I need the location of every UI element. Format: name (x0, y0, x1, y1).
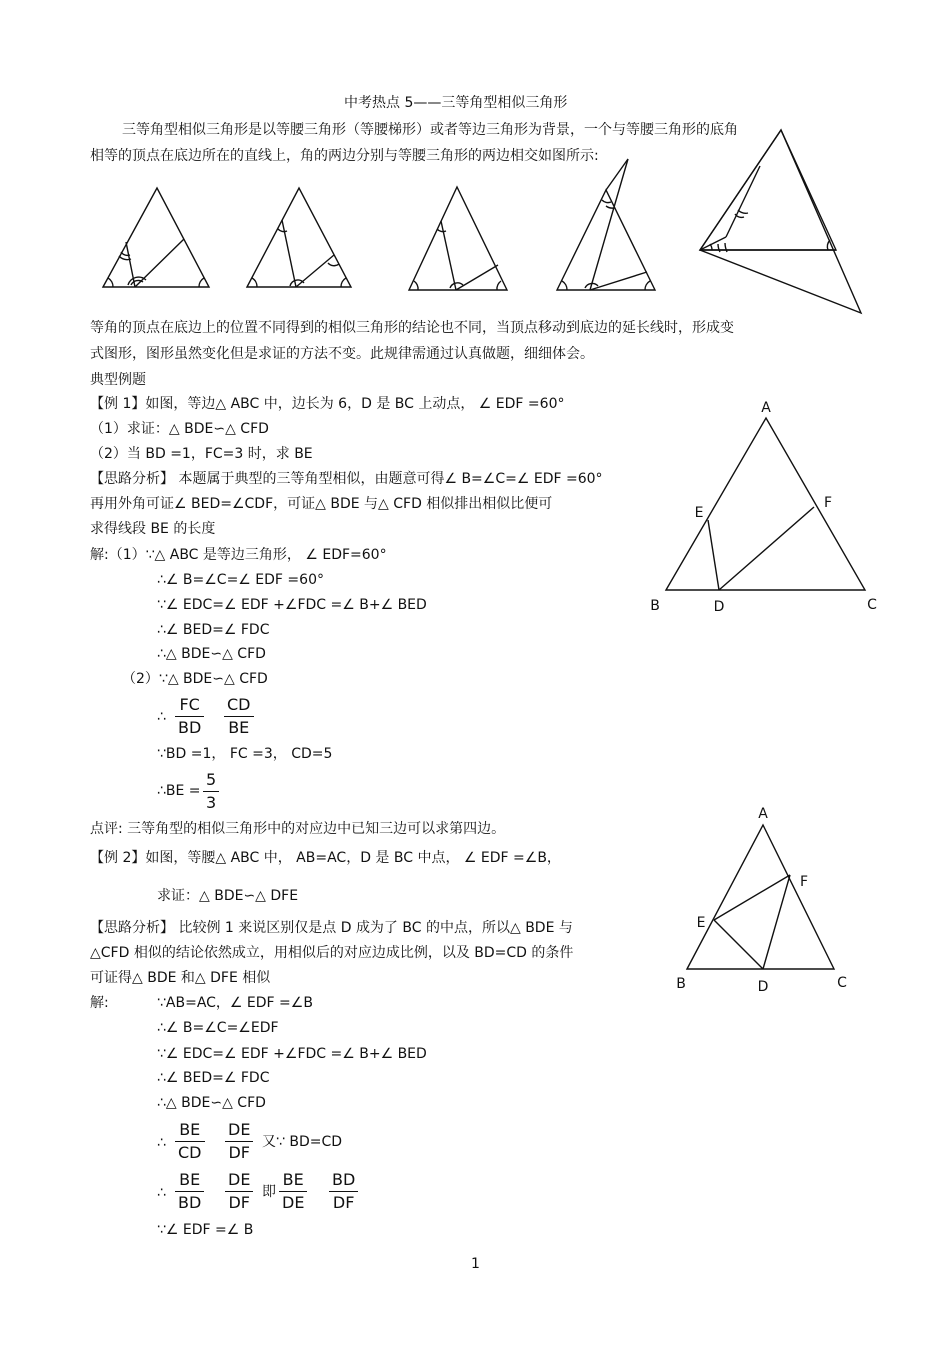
example2-solution-line: ∵AB=AC，∠ EDF =∠B (157, 995, 313, 1011)
therefore-symbol: ∴ (157, 1135, 166, 1151)
example1-solution-label: 解:（1）∵△ ABC 是等边三角形， ∠ EDF=60° (90, 547, 387, 563)
label-C: C (867, 597, 877, 613)
example1-solution-line: ∴∠ B=∠C=∠ EDF =60° (157, 572, 324, 588)
example2-figure (660, 800, 860, 1000)
example2-solution-line: ∵∠ EDC=∠ EDF +∠FDC =∠ B+∠ BED (157, 1046, 427, 1062)
fraction-denominator: DF (332, 1193, 355, 1212)
example1-solution-line: ∵∠ EDC=∠ EDF +∠FDC =∠ B+∠ BED (157, 597, 427, 613)
example2-last-line: ∵∠ EDF =∠ B (157, 1222, 254, 1238)
example2-also-bd-cd: 又∵ BD=CD (262, 1134, 343, 1150)
label-A: A (758, 806, 768, 822)
label-E: E (694, 505, 704, 521)
example1-be-result: ∴BE = (157, 783, 201, 799)
example2-solution-line: ∴∠ BED=∠ FDC (157, 1070, 270, 1086)
fraction-numerator: BE (175, 1119, 205, 1142)
fraction-be-bd (175, 1169, 204, 1214)
fraction-numerator: DE (225, 1169, 253, 1192)
fraction-denominator: BE (228, 718, 250, 737)
label-A: A (761, 400, 771, 416)
fraction-cd-be (224, 694, 254, 739)
fraction-de-df (225, 1119, 253, 1164)
after-figures-line-1: 等角的顶点在底边上的位置不同得到的相似三角形的结论也不同，当顶点移动到底边的延长线时，形成变 (90, 320, 734, 336)
label-D: D (757, 979, 769, 995)
example2-header: 【例 2】如图，等腰△ ABC 中， AB=AC，D 是 BC 中点， ∠ EDF =∠B， (90, 850, 561, 866)
section-heading: 典型例题 (90, 372, 146, 388)
intro-line-2: 相等的顶点在底边所在的直线上，角的两边分别与等腰三角形的两边相交如图所示: (90, 148, 599, 164)
fraction-bd-df (329, 1169, 358, 1214)
fraction-5-3 (203, 769, 219, 814)
label-E: E (696, 915, 706, 931)
example2-analysis-3: 可证得△ BDE 和△ DFE 相似 (90, 970, 271, 986)
fraction-de-df (225, 1169, 253, 1214)
label-D: D (713, 599, 725, 615)
fraction-numerator: 5 (203, 769, 219, 792)
label-B: B (676, 976, 686, 992)
example1-figure (640, 395, 890, 620)
fraction-denominator: DF (228, 1193, 250, 1212)
comment: 点评: 三等角型的相似三角形中的对应边中已知三边可以求第四边。 (90, 821, 506, 837)
label-C: C (837, 975, 847, 991)
fraction-denominator: BD (178, 718, 202, 737)
example1-part2-label: （2）∵△ BDE∽△ CFD (122, 671, 268, 687)
label-F: F (823, 495, 833, 511)
example2-analysis-2: △CFD 相似的结论依然成立，用相似后的对应边成比例，以及 BD=CD 的条件 (90, 945, 574, 961)
figure-2 (247, 188, 351, 287)
example1-solution-line: ∴△ BDE∽△ CFD (157, 646, 266, 662)
fraction-numerator: CD (224, 694, 254, 717)
figure-5 (700, 130, 861, 313)
fraction-be-de (279, 1169, 307, 1214)
example2-prove: 求证：△ BDE∽△ DFE (157, 888, 299, 904)
example1-analysis-1: 【思路分析】 本题属于典型的三等角型相似，由题意可得∠ B=∠C=∠ EDF =60° (90, 471, 603, 487)
intro-line-1: 三等角型相似三角形是以等腰三角形（等腰梯形）或者等边三角形为背景，一个与等腰三角形的底角 (122, 122, 738, 138)
after-figures-line-2: 式图形，图形虽然变化但是求证的方法不变。此规律需通过认真做题，细细体会。 (90, 346, 594, 362)
intro-figures (0, 0, 950, 340)
page-title: 中考热点 5——三等角型相似三角形 (344, 95, 568, 111)
fraction-numerator: BE (279, 1169, 307, 1192)
example1-analysis-3: 求得线段 BE 的长度 (90, 521, 216, 537)
page-number: 1 (471, 1256, 480, 1272)
fraction-numerator: BD (329, 1169, 358, 1192)
fraction-denominator: DF (228, 1143, 250, 1162)
example1-given: ∵BD =1， FC =3， CD=5 (157, 746, 333, 762)
example2-solution-label: 解: (90, 995, 109, 1011)
therefore-symbol: ∴ (157, 1185, 166, 1201)
fraction-denominator: 3 (206, 793, 217, 812)
example1-q2: （2）当 BD =1，FC=3 时，求 BE (90, 446, 313, 462)
fraction-numerator: FC (175, 694, 204, 717)
label-B: B (650, 598, 660, 614)
ji-word: 即 (262, 1184, 276, 1200)
therefore-symbol: ∴ (157, 709, 166, 725)
figure-3 (409, 187, 507, 290)
fraction-denominator: CD (178, 1143, 202, 1162)
fraction-fc-bd (175, 694, 204, 739)
figure-1 (103, 188, 209, 287)
figure-4 (557, 159, 655, 290)
example1-solution-line: ∴∠ BED=∠ FDC (157, 622, 270, 638)
fraction-denominator: DE (282, 1193, 305, 1212)
example2-solution-line: ∴△ BDE∽△ CFD (157, 1095, 266, 1111)
example1-q1: （1）求证：△ BDE∽△ CFD (90, 421, 269, 437)
example1-header: 【例 1】如图，等边△ ABC 中，边长为 6，D 是 BC 上动点， ∠ EDF =60° (90, 396, 565, 412)
fraction-numerator: BE (175, 1169, 204, 1192)
fraction-denominator: BD (178, 1193, 202, 1212)
fraction-numerator: DE (225, 1119, 253, 1142)
example2-analysis-1: 【思路分析】 比较例 1 来说区别仅是点 D 成为了 BC 的中点，所以△ BDE 与 (90, 920, 573, 936)
example1-analysis-2: 再用外角可证∠ BED=∠CDF，可证△ BDE 与△ CFD 相似排出相似比便可 (90, 496, 553, 512)
example2-solution-line: ∴∠ B=∠C=∠EDF (157, 1020, 279, 1036)
label-F: F (799, 874, 809, 890)
fraction-be-cd (175, 1119, 205, 1164)
